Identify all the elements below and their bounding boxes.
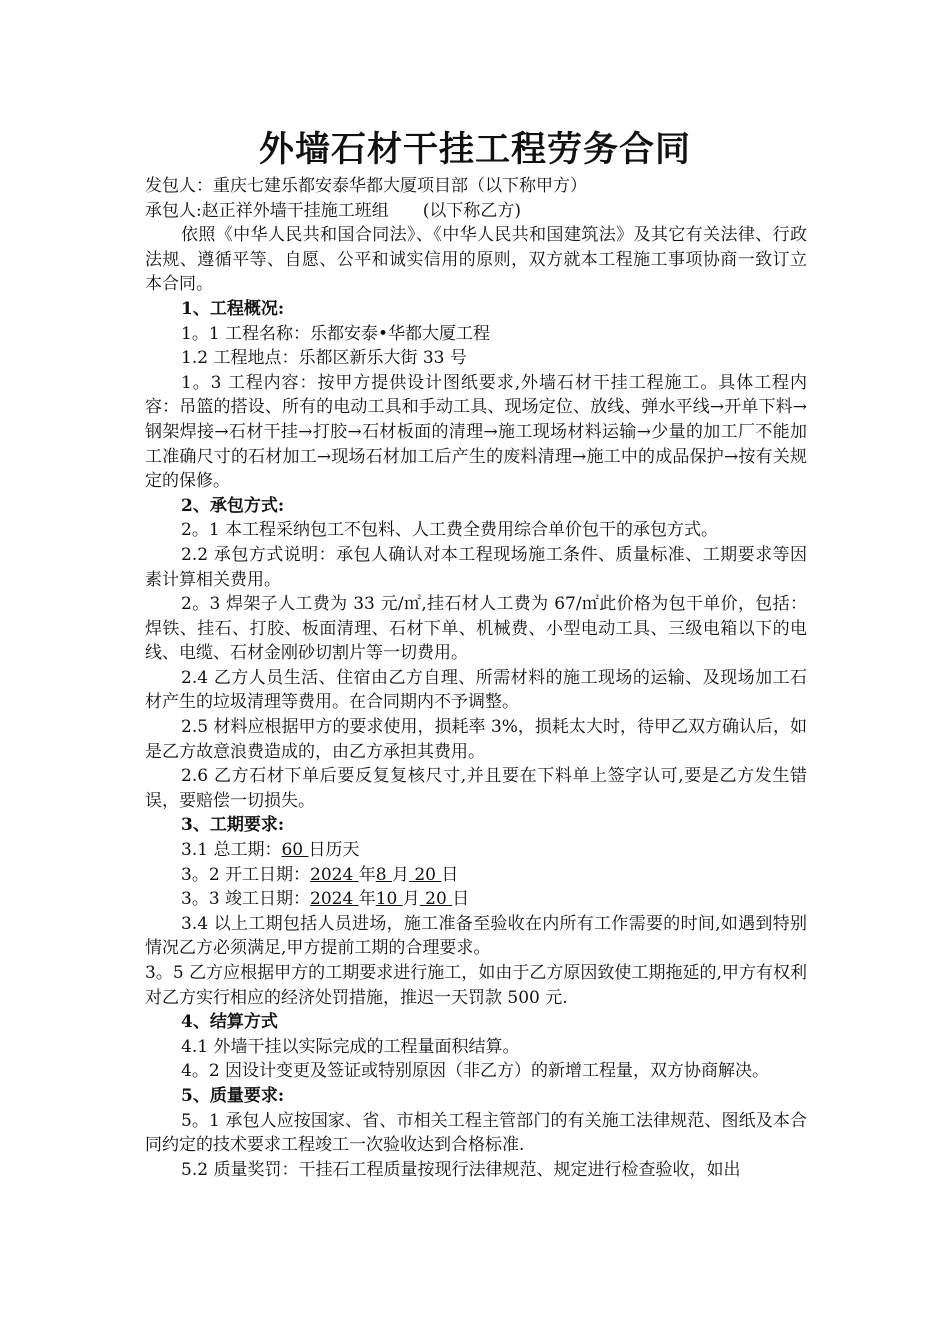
start-year: 2024: [310, 864, 359, 885]
year-char: 年: [358, 889, 376, 910]
party-a: 发包人：重庆七建乐都安泰华都大厦项目部（以下称甲方）: [145, 176, 587, 196]
day-char: 日: [441, 864, 459, 885]
days-unit: 日历天: [308, 840, 360, 861]
end-year: 2024: [310, 889, 359, 910]
section-3-4: 3.4 以上工期包括人员进场，施工准备至验收在内所有工作需要的时间,如遇到特别情况乙方必须满足,甲方提前工期的合理要求。: [145, 913, 807, 959]
party-b: 承包人:赵正祥外墙干挂施工班组 (以下称乙方): [145, 200, 521, 221]
start-date-label: 3。2 开工日期：: [181, 864, 311, 885]
month-char: 月: [391, 864, 409, 885]
total-days: 60: [281, 840, 309, 861]
section-3-1: [145, 838, 807, 863]
section-2-heading: 2、承包方式:: [181, 495, 285, 516]
section-1-3: 1。3 工程内容：按甲方提供设计图纸要求,外墙石材干挂工程施工。具体工程内容：吊篮的搭设、所有的电动工具和手动工具、现场定位、放线、弹水平线→开单下料→钢架焊接→石材干挂→打胶→石材板面的清理→施工现场材料运输→少量的加工厂不能加工准确尺寸的石材加工→现场石材加工后产生的废料清理→施工中的成品保护→按有关规定的保修。: [145, 372, 807, 492]
section-2-5: 2.5 材料应根据甲方的要求使用，损耗率 3%，损耗太大时，待甲乙双方确认后，如是乙方故意浪费造成的，由乙方承担其费用。: [145, 717, 807, 762]
end-day: 20: [419, 889, 453, 910]
contract-title: 外墙石材干挂工程劳务合同: [258, 129, 691, 170]
section-1-1: 1。1 工程名称：乐都安泰•华都大厦工程: [181, 323, 491, 344]
month-char: 月: [402, 889, 420, 910]
section-3-5: 3。5 乙方应根据甲方的工期要求进行施工，如由于乙方原因致使工期拖延的,甲方有权利对乙方实行相应的经济处罚措施，推迟一天罚款 500 元.: [145, 963, 807, 1008]
section-3-2: [145, 863, 807, 888]
section-2-4: 2.4 乙方人员生活、住宿由乙方自理、所需材料的施工现场的运输、及现场加工石材产生的垃圾清理等费用。在合同期内不予调整。: [145, 667, 807, 713]
day-char: 日: [452, 889, 470, 910]
section-4-2: 4。2 因设计变更及签证或特别原因（非乙方）的新增工程量，双方协商解决。: [181, 1061, 770, 1082]
intro-paragraph: 依照《中华人民共和国合同法》、《中华人民共和国建筑法》及其它有关法律、行政法规、遵循平等、自愿、公平和诚实信用的原则，双方就本工程施工事项协商一致订立本合同。: [145, 225, 807, 295]
section-2-2: 2.2 承包方式说明：承包人确认对本工程现场施工条件、质量标准、工期要求等因素计算相关费用。: [145, 544, 807, 590]
section-5-2: 5.2 质量奖罚：干挂石工程质量按现行法律规范、规定进行检查验收，如出: [181, 1159, 741, 1180]
section-2-3: 2。3 焊架子人工费为 33 元/㎡,挂石材人工费为 67/㎡此价格为包干单价，包括：焊铁、挂石、打胶、板面清理、石材下单、机械费、小型电动工具、三级电箱以下的电线、电缆、石材金刚砂切割片等一切费用。: [145, 594, 807, 664]
contract-body: [145, 174, 807, 1182]
section-2-6: 2.6 乙方石材下单后要反复复核尺寸,并且要在下料单上签字认可,要是乙方发生错误，要赔偿一切损失。: [145, 766, 807, 811]
section-4-1: 4.1 外墙干挂以实际完成的工程量面积结算。: [181, 1036, 520, 1057]
start-day: 20: [408, 864, 442, 885]
section-4-heading: 4、结算方式: [181, 1012, 278, 1033]
section-3-3: [145, 887, 807, 912]
section-3-heading: 3、工期要求:: [181, 815, 285, 836]
section-1-2: 1.2 工程地点：乐都区新乐大街 33 号: [181, 348, 467, 369]
year-char: 年: [358, 864, 376, 885]
end-month: 10: [375, 889, 403, 910]
section-2-1: 2。1 本工程采纳包工不包料、人工费全费用综合单价包干的承包方式。: [181, 520, 719, 541]
end-date-label: 3。3 竣工日期：: [181, 889, 311, 910]
start-month: 8: [375, 864, 392, 885]
section-5-1: 5。1 承包人应按国家、省、市相关工程主管部门的有关施工法律规范、图纸及本合同约定的技术要求工程竣工一次验收达到合格标准.: [145, 1110, 807, 1156]
section-1-heading: 1、工程概况:: [181, 298, 285, 319]
total-period-label: 3.1 总工期：: [181, 840, 282, 861]
section-5-heading: 5、质量要求:: [181, 1085, 285, 1106]
